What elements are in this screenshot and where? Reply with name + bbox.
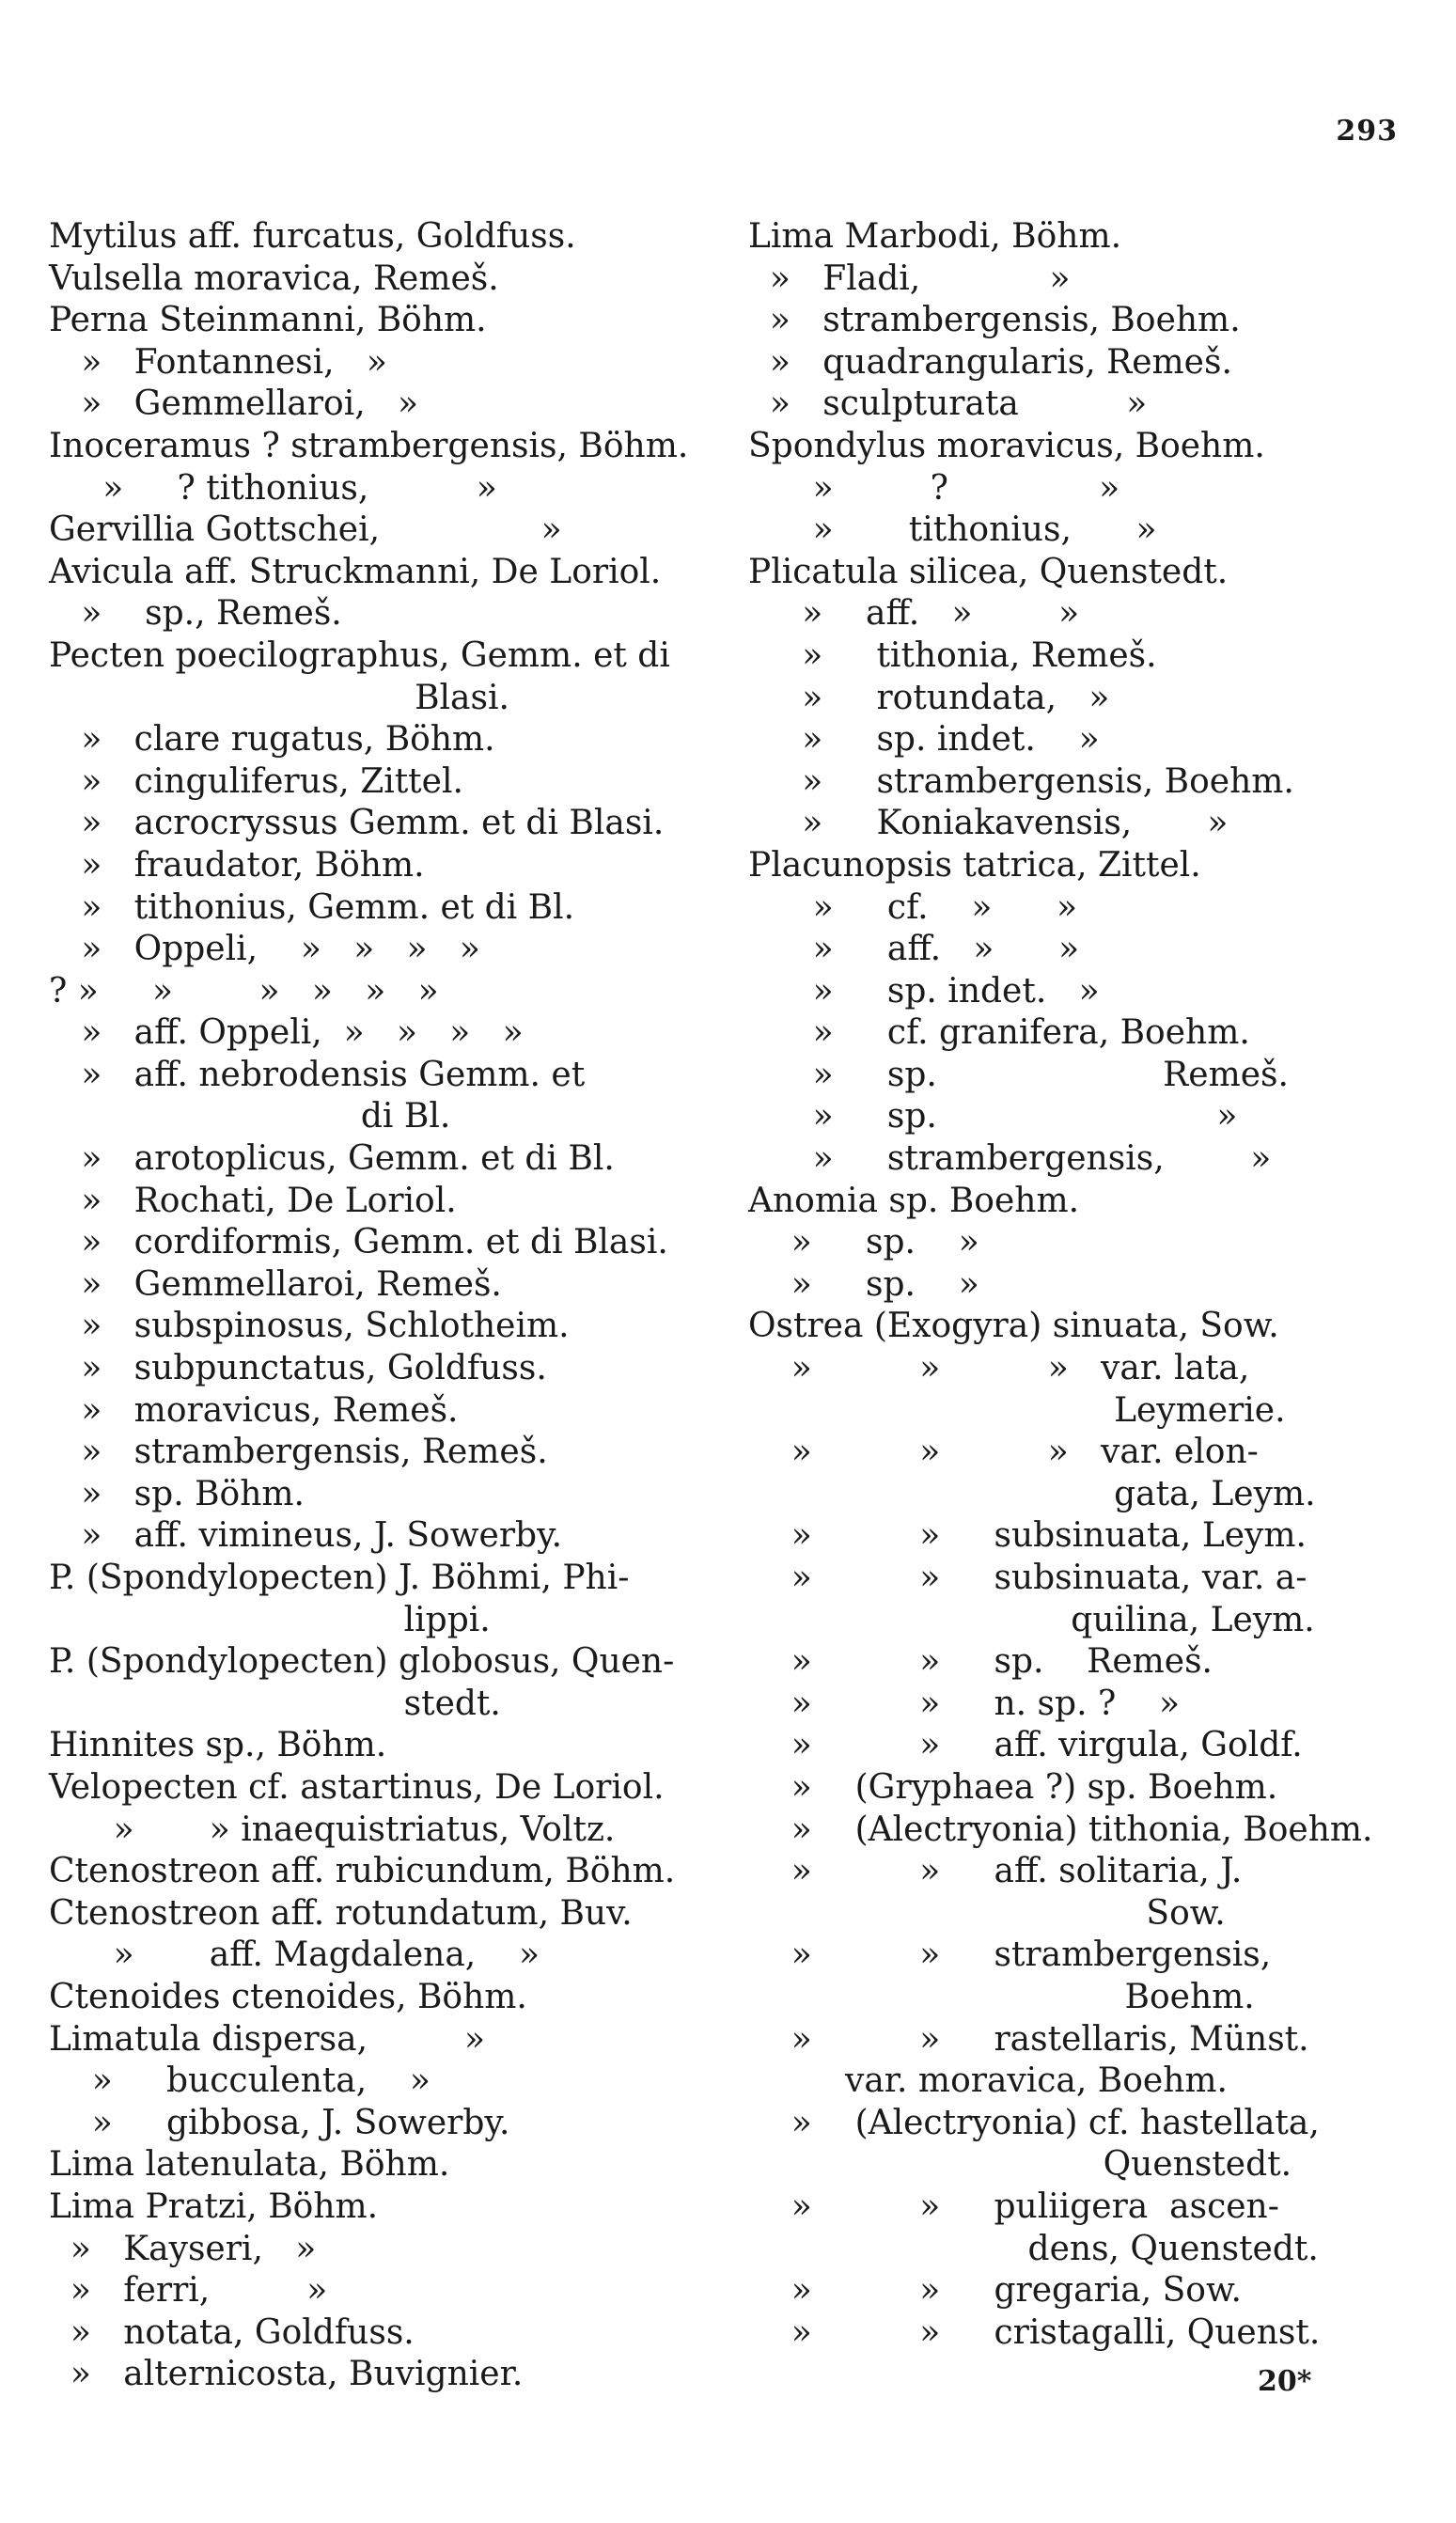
left-column [49, 216, 697, 2396]
entry-line: Boehm. [748, 1977, 1255, 2016]
entry-line: » » subsinuata, var. a- [748, 1559, 1307, 1597]
entry-line: » cordiformis, Gemm. et di Blasi. [49, 1223, 668, 1262]
entry-line: » sp., Remeš. [49, 594, 342, 634]
entry-line: » Kayseri, » [49, 2229, 317, 2268]
entry-line: » tithonia, Remeš. [748, 635, 1157, 675]
entry-line: » cf. granifera, Boehm. [748, 1013, 1250, 1053]
entry-line: » (Gryphaea ?) sp. Boehm. [748, 1767, 1278, 1807]
entry-line: gata, Leym. [748, 1474, 1316, 1513]
entry-line: Placunopsis tatrica, Zittel. [748, 845, 1201, 885]
entry-line: Ctenostreon aff. rotundatum, Buv. [49, 1893, 633, 1933]
entry-line: Lima Marbodi, Böhm. [748, 217, 1122, 256]
entry-line: » » inaequistriatus, Voltz. [49, 1810, 616, 1849]
entry-line: » ? » [748, 468, 1120, 508]
entry-line: » (Alectryonia) cf. hastellata, [748, 2103, 1320, 2142]
entry-line: » tithonius, » [748, 510, 1157, 550]
entry-line: » ferri, » [49, 2271, 328, 2311]
entry-line: » acrocryssus Gemm. et di Blasi. [49, 804, 665, 843]
entry-line: Hinnites sp., Böhm. [49, 1726, 387, 1765]
entry-line: » arotoplicus, Gemm. et di Bl. [49, 1139, 615, 1179]
entry-line: lippi. [49, 1600, 491, 1639]
entry-line: » rotundata, » [748, 678, 1110, 717]
entry-line: Lima Pratzi, Böhm. [49, 2186, 379, 2226]
entry-line: Velopecten cf. astartinus, De Loriol. [49, 1767, 665, 1807]
entry-line: Quenstedt. [748, 2145, 1292, 2185]
entry-line: » » strambergensis, [748, 1935, 1272, 1975]
entry-line: Gervillia Gottschei, » [49, 510, 562, 550]
entry-line: » sp. » [748, 1223, 979, 1262]
entry-line: » aff. vimineus, J. Sowerby. [49, 1516, 563, 1556]
entry-line: » » gregaria, Sow. [748, 2271, 1242, 2311]
entry-line: di Bl. [49, 1097, 451, 1136]
entry-line: dens, Quenstedt. [748, 2229, 1319, 2268]
entry-line: Anomia sp. Boehm. [748, 1181, 1080, 1220]
entry-line: » aff. » » [748, 930, 1080, 969]
entry-line: » cf. » » [748, 887, 1078, 927]
entry-line: » notata, Goldfuss. [49, 2312, 415, 2352]
entry-line: Ctenostreon aff. rubicundum, Böhm. [49, 1852, 676, 1891]
entry-line: » aff. Oppeli, » » » » [49, 1013, 524, 1053]
entry-line: » » rastellaris, Münst. [748, 2019, 1309, 2059]
entry-line: » aff. » » [748, 594, 1080, 634]
entry-line: » moravicus, Remeš. [49, 1390, 459, 1430]
entry-line: » sp. » [748, 1264, 979, 1304]
entry-line: Ctenoides ctenoides, Böhm. [49, 1977, 527, 2016]
entry-line: » » cristagalli, Quenst. [748, 2312, 1321, 2352]
entry-line: » sp. Böhm. [49, 1474, 305, 1513]
entry-line: » » » var. lata, [748, 1349, 1250, 1388]
entry-line: » tithonius, Gemm. et di Bl. [49, 887, 575, 927]
entry-line: » » aff. virgula, Goldf. [748, 1726, 1303, 1765]
entry-line: » strambergensis, Boehm. [748, 301, 1241, 340]
entry-line: » alternicosta, Buvignier. [49, 2355, 524, 2394]
entry-line: » strambergensis, » [748, 1139, 1272, 1179]
entry-line: » aff. Magdalena, » [49, 1935, 540, 1975]
entry-line: Spondylus moravicus, Boehm. [748, 426, 1265, 465]
entry-line: » aff. nebrodensis Gemm. et [49, 1055, 586, 1094]
entry-line: » strambergensis, Remeš. [49, 1433, 548, 1472]
right-column [748, 216, 1406, 2354]
entry-line: ? » » » » » » [49, 971, 439, 1011]
entry-line: » sp. indet. » [748, 971, 1100, 1011]
entry-line: Pecten poecilographus, Gemm. et di [49, 635, 670, 675]
entry-line: » quadrangularis, Remeš. [748, 342, 1232, 382]
entry-line: Lima latenulata, Böhm. [49, 2145, 450, 2185]
entry-line: » » n. sp. ? » [748, 1684, 1181, 1723]
entry-line: Ostrea (Exogyra) sinuata, Sow. [748, 1307, 1279, 1346]
entry-line: var. moravica, Boehm. [748, 2061, 1228, 2101]
entry-line: stedt. [49, 1684, 501, 1723]
entry-line: P. (Spondylopecten) J. Böhmi, Phi- [49, 1559, 630, 1597]
entry-line: » (Alectryonia) tithonia, Boehm. [748, 1810, 1373, 1849]
entry-line: » fraudator, Böhm. [49, 845, 425, 885]
entry-line: » Fladi, » [748, 259, 1071, 298]
entry-line: P. (Spondylopecten) globosus, Quen- [49, 1642, 675, 1682]
entry-line: » Koniakavensis, » [748, 804, 1229, 843]
entry-line: » sp. indet. » [748, 720, 1100, 760]
entry-line: » Oppeli, » » » » [49, 930, 480, 969]
entry-line: Vulsella moravica, Remeš. [49, 259, 499, 298]
entry-line: » » aff. solitaria, J. [748, 1852, 1243, 1891]
entry-line: » subspinosus, Schlotheim. [49, 1307, 570, 1346]
entry-line: » strambergensis, Boehm. [748, 761, 1294, 801]
entry-line: » Gemmellaroi, Remeš. [49, 1264, 502, 1304]
entry-line: » » sp. Remeš. [748, 1642, 1213, 1682]
entry-line: Sow. [748, 1893, 1226, 1933]
entry-line: » Rochati, De Loriol. [49, 1181, 457, 1220]
entry-line: » gibbosa, J. Sowerby. [49, 2103, 510, 2142]
page-number: 293 [1336, 115, 1398, 148]
entry-line: » » subsinuata, Leym. [748, 1516, 1307, 1556]
entry-line: Blasi. [49, 678, 509, 717]
entry-line: » cinguliferus, Zittel. [49, 761, 463, 801]
entry-line: » sculpturata » [748, 384, 1148, 424]
entry-line: Mytilus aff. furcatus, Goldfuss. [49, 217, 576, 256]
entry-line: » clare rugatus, Böhm. [49, 720, 495, 760]
entry-line: » bucculenta, » [49, 2061, 431, 2101]
entry-line: Perna Steinmanni, Böhm. [49, 301, 487, 340]
entry-line: » Gemmellaroi, » [49, 384, 419, 424]
entry-line: Limatula dispersa, » [49, 2019, 486, 2059]
footer-signature: 20* [1258, 2365, 1312, 2398]
entry-line: » ? tithonius, » [49, 468, 497, 508]
entry-line: Plicatula silicea, Quenstedt. [748, 552, 1229, 591]
entry-line: » sp. » [748, 1097, 1238, 1136]
entry-line: » Fontannesi, » [49, 342, 387, 382]
entry-line: » » » var. elon- [748, 1433, 1259, 1472]
entry-line: Leymerie. [748, 1390, 1286, 1430]
entry-line: » subpunctatus, Goldfuss. [49, 1349, 547, 1388]
entry-line: » sp. Remeš. [748, 1055, 1289, 1094]
entry-line: Inoceramus ? strambergensis, Böhm. [49, 426, 689, 465]
entry-line: » » puliigera ascen- [748, 2186, 1279, 2226]
entry-line: quilina, Leym. [748, 1600, 1315, 1639]
entry-line: Avicula aff. Struckmanni, De Loriol. [49, 552, 662, 591]
